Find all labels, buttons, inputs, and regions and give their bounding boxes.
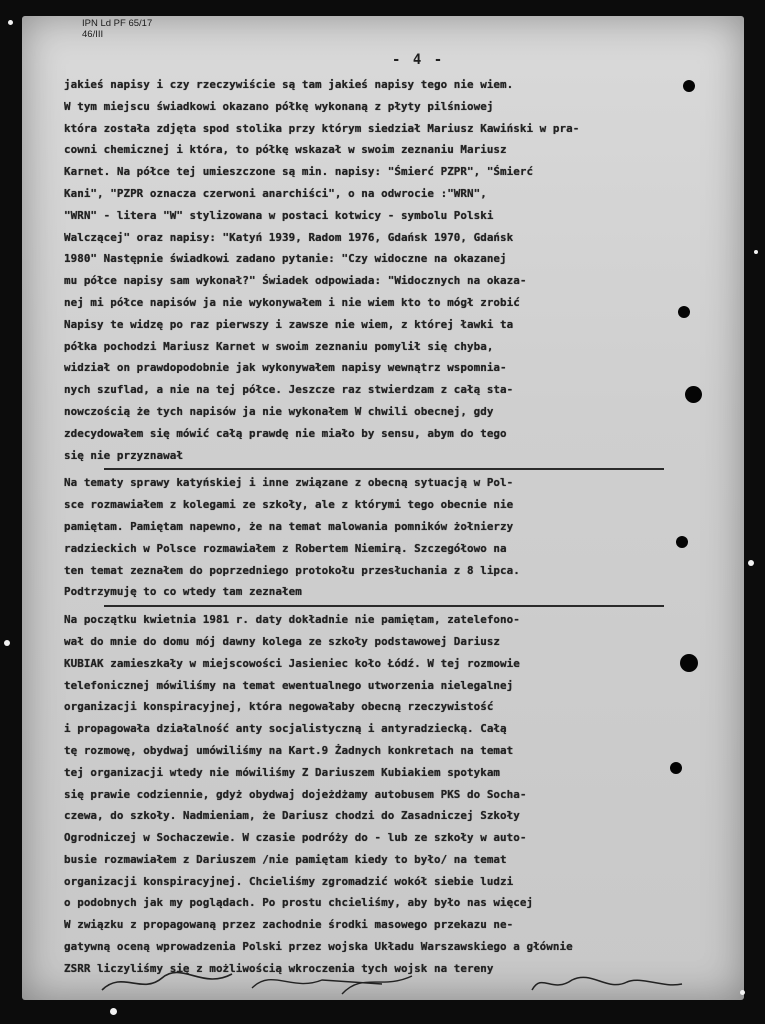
text-line: mu półce napisy sam wykonał?" Świadek odpowiada: "Widocznych na okaza- [64,274,527,288]
film-speck [4,640,10,646]
archive-ref-line-1: IPN Ld PF 65/17 [82,18,153,29]
text-line: Podtrzymuję to co wtedy tam zeznałem [64,585,302,599]
text-line: W tym miejscu świadkowi okazano półkę wykonaną z płyty pilśniowej [64,99,494,113]
text-line: czewa, do szkoły. Nadmieniam, że Dariusz chodzi do Zasadniczej Szkoły [64,809,520,823]
text-line: zdecydowałem się mówić całą prawdę nie miało by sensu, abym do tego [64,426,507,440]
section-divider [104,605,664,607]
film-speck [8,20,13,25]
text-line: tę rozmowę, obydwaj umówiliśmy na Kart.9 Żadnych konkretach na temat [64,743,514,757]
punch-hole [670,762,682,774]
text-line: organizacji konspiracyjnej, która negowałaby obecną rzeczywistość [64,700,494,714]
text-line: KUBIAK zamieszkały w miejscowości Jasieniec koło Łódź. W tej rozmowie [64,656,520,670]
text-line: sce rozmawiałem z kolegami ze szkoły, ale z którymi tego obecnie nie [64,498,514,512]
text-line: organizacji konspiracyjnej. Chcieliśmy zgromadzić wokół siebie ludzi [64,874,514,888]
archive-reference [82,18,152,40]
text-line: nych szuflad, a nie na tej półce. Jeszcze raz stwierdzam z całą sta- [64,383,514,397]
text-line: która została zdjęta spod stolika przy którym siedział Mariusz Kawiński w pra- [64,121,580,135]
text-line: Napisy te widzę po raz pierwszy i zawsze nie wiem, z której ławki ta [64,317,514,331]
text-line: telefonicznej mówiliśmy na temat ewentualnego utworzenia nielegalnej [64,678,514,692]
text-line: o podobnych jak my poglądach. Po prostu chcieliśmy, aby było nas więcej [64,896,534,910]
page-number: - 4 - [392,52,445,68]
text-line: nowczością że tych napisów ja nie wykonałem W chwili obecnej, gdy [64,404,494,418]
text-line: Na tematy sprawy katyńskiej i inne związane z obecną sytuacją w Pol- [64,476,514,490]
text-line: i propagowała działalność anty socjalistyczną i antyradziecką. Całą [64,722,507,736]
film-speck [748,560,754,566]
film-speck [740,990,745,995]
text-line: "WRN" - litera "W" stylizowana w postaci kotwicy - symbolu Polski [64,208,494,222]
text-line: jakieś napisy i czy rzeczywiście są tam jakieś napisy tego nie wiem. [64,78,514,91]
film-speck [754,250,758,254]
signature-strokes [82,960,722,1000]
text-line: Karnet. Na półce tej umieszczone są min. napisy: "Śmierć PZPR", "Śmierć [64,165,534,179]
text-line: ZSRR liczyliśmy się z możliwością wkroczenia tych wojsk na tereny [64,961,494,975]
punch-hole [680,654,698,672]
text-line: radzieckich w Polsce rozmawiałem z Robertem Niemirą. Szczegółowo na [64,541,507,555]
punch-hole [685,386,702,403]
text-line: wał do mnie do domu mój dawny kolega ze szkoły podstawowej Dariusz [64,634,501,648]
text-line: nej mi półce napisów ja nie wykonywałem i nie wiem kto to mógł zrobić [64,295,520,309]
film-speck [110,1008,117,1015]
archive-ref-line-2: 46/III [82,29,104,40]
text-line: 1980" Następnie świadkowi zadano pytanie: "Czy widoczne na okazanej [64,252,507,266]
text-line: tej organizacji wtedy nie mówiliśmy Z Dariuszem Kubiakiem spotykam [64,765,501,779]
text-line: Walczącej" oraz napisy: "Katyń 1939, Radom 1976, Gdańsk 1970, Gdańsk [64,230,514,244]
text-line: W związku z propagowaną przez zachodnie środki masowego przekazu ne- [64,918,514,932]
text-line: się prawie codziennie, gdyż obydwaj dojeżdżamy autobusem PKS do Socha- [64,787,527,801]
text-line: się nie przyznawał [64,448,183,462]
text-line: pamiętam. Pamiętam napewno, że na temat malowania pomników żołnierzy [64,519,514,533]
document-page [22,16,744,1000]
text-line: Ogrodniczej w Sochaczewie. W czasie podróży do - lub ze szkoły w auto- [64,831,527,845]
punch-hole [683,80,695,92]
text-line: półka pochodzi Mariusz Karnet w swoim zeznaniu pomylił się chyba, [64,339,494,353]
punch-hole [676,536,688,548]
text-line: gatywną oceną wprowadzenia Polski przez wojska Układu Warszawskiego a głównie [64,940,573,954]
text-line: Na początku kwietnia 1981 r. daty dokładnie nie pamiętam, zatelefono- [64,613,520,627]
text-line: ten temat zeznałem do poprzedniego protokołu przesłuchania z 8 lipca. [64,563,520,577]
document-body [64,74,684,980]
text-line: widział on prawdopodobnie jak wykonywałem napisy wewnątrz wspomnia- [64,361,507,375]
text-line: Kani", "PZPR oznacza czerwoni anarchiści", o na odwrocie :"WRN", [64,186,487,200]
punch-hole [678,306,690,318]
text-line: busie rozmawiałem z Dariuszem /nie pamiętam kiedy to było/ na temat [64,852,507,866]
text-line: cowni chemicznej i która, to półkę wskazał w swoim zeznaniu Mariusz [64,143,507,157]
section-divider [104,468,664,470]
